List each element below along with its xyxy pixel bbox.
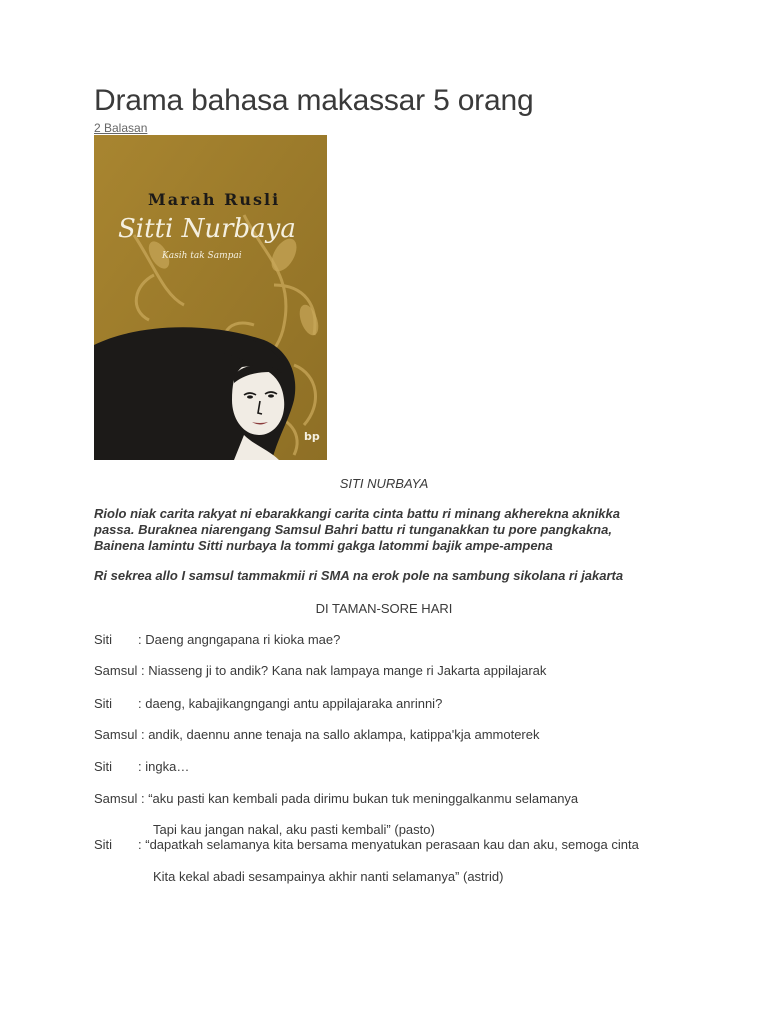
line-text: “dapatkah selamanya kita bersama menyatukan perasaan kau dan aku, semoga cinta — [145, 837, 639, 852]
dialog-line-continuation: Kita kekal abadi sesampainya akhir nanti selamanya” (astrid) — [153, 869, 504, 884]
dialog-line: Samsul : “aku pasti kan kembali pada dirimu bukan tuk meninggalkanmu selamanya — [94, 791, 579, 806]
dialog-line-continuation: Tapi kau jangan nakal, aku pasti kembali” (pasto) — [153, 822, 435, 837]
scene-heading: DI TAMAN-SORE HARI — [315, 601, 453, 616]
story-heading: SITI NURBAYA — [339, 476, 429, 491]
intro-paragraph-2: Ri sekrea allo I samsul tammakmii ri SMA na erok pole na sambung sikolana ri jakarta — [94, 568, 624, 583]
speaker: Siti — [94, 696, 113, 711]
dialog-line: Siti : daeng, kabajikangngangi antu appilajaraka anrinni? — [94, 696, 443, 711]
dialog-line: Siti : ingka… — [94, 759, 190, 774]
cover-title: Sitti Nurbaya — [118, 214, 296, 244]
book-cover-image — [94, 135, 327, 460]
line-text: “aku pasti kan kembali pada dirimu bukan tuk meninggalkanmu selamanya — [148, 791, 579, 806]
replies-link[interactable]: 2 Balasan — [94, 121, 148, 135]
line-text: Daeng angngapana ri kioka mae? — [145, 632, 341, 647]
line-text: Niasseng ji to andik? Kana nak lampaya mange ri Jakarta appilajarak — [148, 663, 547, 678]
speaker: Samsul — [94, 727, 138, 742]
dialog-line: Siti : Daeng angngapana ri kioka mae? — [94, 632, 341, 647]
speaker: Samsul — [94, 663, 138, 678]
intro-paragraph: Riolo niak carita rakyat ni ebarakkangi carita cinta battu ri minang akherekna aknikka passa. Buraknea niarengang Samsul Bahri battu ri tunganakkan tu pore pangkakna, Bainena lamintu Sitti nurbaya la tommi gakga latommi bajik ampe-ampena — [94, 506, 620, 553]
publisher-logo: bp — [304, 430, 320, 443]
line-text: ingka… — [145, 759, 190, 774]
line-text: andik, daennu anne tenaja na sallo aklampa, katippa'kja ammoterek — [148, 727, 540, 742]
speaker: Siti — [94, 759, 113, 774]
dialog-line: Siti : “dapatkah selamanya kita bersama menyatukan perasaan kau dan aku, semoga cinta — [94, 837, 639, 852]
speaker: Siti — [94, 837, 113, 852]
speaker: Samsul — [94, 791, 138, 806]
page-title: Drama bahasa makassar 5 orang — [94, 84, 534, 117]
dialog-line: Samsul : andik, daennu anne tenaja na sallo aklampa, katippa'kja ammoterek — [94, 727, 540, 742]
line-text: daeng, kabajikangngangi antu appilajaraka anrinni? — [145, 696, 443, 711]
dialog-line: Samsul : Niasseng ji to andik? Kana nak lampaya mange ri Jakarta appilajarak — [94, 663, 547, 678]
cover-author: Marah Rusli — [148, 190, 281, 209]
speaker: Siti — [94, 632, 113, 647]
cover-subtitle: Kasih tak Sampai — [162, 251, 242, 261]
